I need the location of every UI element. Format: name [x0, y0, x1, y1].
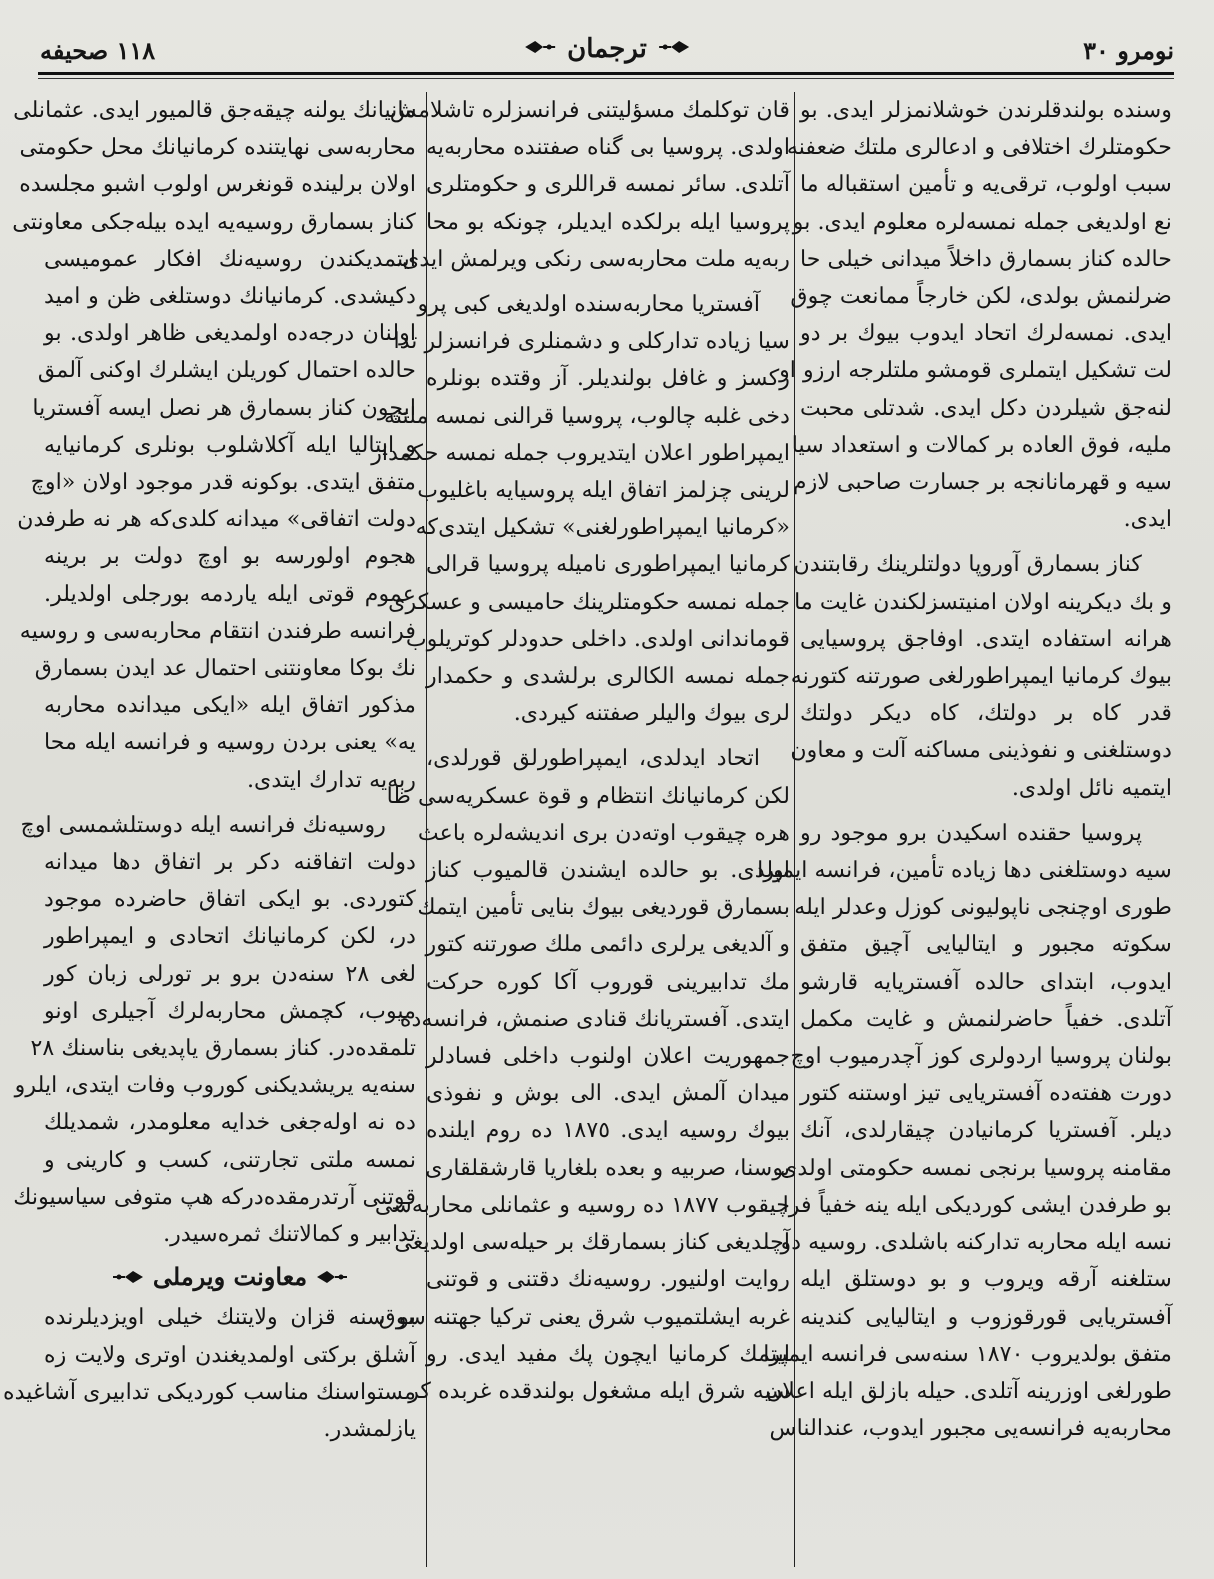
- text-line: ایتدی. آفستریانك قنادی صنمش، فرانسه‌ده: [399, 1005, 790, 1032]
- header-rule: [38, 72, 1174, 75]
- text-line: اولدی. پروسیا بی گناه صفتنده محاربه‌یه: [426, 134, 790, 161]
- text-line: تدابیر و کمالاتنك ثمره‌سیدر.: [163, 1221, 416, 1248]
- text-line: بو طرفدن ایشی کوردیکی ایله ینه خفیاً فرا: [782, 1191, 1172, 1218]
- text-column-3: [2, 92, 416, 1562]
- text-line: تلمقده‌در. کناز بسمارق یاپدیغی بناسنك ٢٨: [30, 1035, 416, 1062]
- text-line: دولت اتفاقنه دکر بر اتفاق دها میدانه: [44, 849, 416, 876]
- newspaper-title: ترجمان: [567, 34, 647, 64]
- text-line: هره چیقوب اوتەدن بری اندیشه‌لره باعث: [417, 819, 790, 846]
- text-line: کتوردی. بو ایکی اتفاق حاضرده موجود: [44, 886, 416, 913]
- text-line: ربه‌یه ملت محاربه‌سی رنکی ویرلمش ایدی.: [394, 245, 790, 272]
- text-line: دولت اتفاقی» میدانه کلدی‌که هر نه طرفدن: [17, 506, 416, 533]
- text-line: مقامنه پروسیا برنجی نمسه حکومتی اولدی.: [772, 1154, 1172, 1181]
- paragraph: [779, 92, 1172, 538]
- text-line: نع اولدیغی جمله نمسه‌لره معلوم ایدی. بو: [792, 208, 1172, 235]
- text-line: ایچون کناز بسمارق هر نصل ایسه آفستریا: [32, 394, 416, 421]
- text-line: مستواسنك مناسب کوردیکی تدابیری آشاغیده: [2, 1378, 416, 1405]
- text-line: جمله نمسه الکالری برلشدی و حکمدار: [426, 663, 790, 690]
- text-line: متفق ایتدی. بوکونه قدر موجود اولان «اوچ: [30, 469, 416, 496]
- issue-number-label: نومرو ٣٠: [1083, 36, 1174, 65]
- text-line: ایمپراطور اعلان ایتدیروب جمله نمسه حکمدار: [371, 439, 790, 466]
- text-line: اولنان درجه‌ده اولمدیغی ظاهر اولدی. بو: [44, 320, 416, 347]
- text-line: ایتمیه نائل اولدی.: [1011, 774, 1172, 801]
- text-line: دکیشدی. کرمانیانك دوستلغی ظن و امید: [44, 283, 416, 310]
- text-line: ده نه اوله‌جغی خدایه معلومدر، شمدیلك: [44, 1109, 416, 1136]
- text-line: بوسنا، صربیه و بعده بلغاریا قارشقلقاری: [425, 1154, 790, 1181]
- text-line: سنه‌یه یریشدیکنی کوروب وفات ایتدی، ایلرو: [14, 1072, 416, 1099]
- text-line: وسنده بولندقلرندن خوشلانمزلر ایدی. بو: [800, 97, 1172, 123]
- text-line: لرینی چزلمز اتفاق ایله پروسیایه باغلیوب: [417, 477, 790, 504]
- text-line: بیوك کرمانیا ایمپراطورلغی صورتنه کتورنه: [790, 663, 1172, 690]
- text-line: ملیه، فوق العاده بر کمالات و استعداد سیا: [791, 431, 1172, 458]
- paragraph: [13, 807, 416, 1253]
- text-line: قان توکلمك مسؤلیتنی فرانسزلره تاشلامش: [389, 97, 790, 123]
- text-line: آفستریایی قورقوزوب و ایتالیایی کندینه: [800, 1303, 1172, 1330]
- text-line: محاربه‌یه فرانسه‌یی مجبور ایدوب، عندالناس: [769, 1415, 1172, 1442]
- text-line: قدر کاه بر دولتك، کاه دیکر دولتك: [800, 700, 1172, 727]
- text-line: ایدوب، ابتدای حالده آفستریایه قارشو: [800, 968, 1172, 995]
- text-line: ایدی. نمسه‌لرك اتحاد ایدوب بیوك بر دو: [800, 320, 1172, 347]
- text-line: نسه ایله محاربه تدارکنه باشلدی. روسیه دو: [780, 1229, 1172, 1256]
- text-line: مذکور اتفاق ایله «ایکی میدانده محاربه: [44, 692, 416, 719]
- text-line: جمهوریت اعلان اولنوب داخلی فسادلر: [426, 1043, 790, 1070]
- text-line: طوری اوچنجی ناپولیونی کوزل وعدلر ایله: [794, 894, 1172, 921]
- text-line: ایدی.: [1123, 506, 1172, 533]
- text-line: نك بوکا معاونتنی احتمال عد ایدن بسمارق: [34, 655, 416, 682]
- masthead-title: [523, 34, 691, 64]
- text-line: بولنان پروسیا اردولری کوز آچدرمیوب اوچ: [790, 1043, 1172, 1070]
- text-line: مك تدابیرینی قوروب آکا کوره حرکت: [426, 968, 790, 995]
- text-line: لغی ٢٨ سنه‌دن برو بر تورلی زبان کور: [44, 960, 416, 987]
- text-line: روایت اولنیور. روسیه‌نك دقتنی و قوتنی: [426, 1266, 790, 1293]
- header-rule-thin: [38, 78, 1174, 79]
- text-line: کناز بسمارق آوروپا دولتلرینك رقابتندن: [793, 551, 1142, 578]
- text-line: و بك دیکرینه اولان امنیتسزلکندن غایت ما: [794, 588, 1172, 615]
- text-line: ربه‌یه تدارك ایتدی.: [246, 766, 416, 793]
- paragraph: [12, 92, 416, 799]
- left-ornament-icon: [523, 39, 557, 59]
- page-header: [40, 34, 1174, 70]
- paragraph: [757, 815, 1172, 1447]
- text-line: غربه ایشلتمیوب شرق یعنی ترکیا جهتنه سوق: [378, 1303, 790, 1330]
- text-line: قوماندانی اولدی. داخلی حدودلر کوتریلوب: [405, 625, 790, 652]
- text-line: یازلمشدر.: [323, 1415, 416, 1442]
- text-line: کرمانیا ایمپراطوری نامیله پروسیا قرالی: [426, 551, 790, 578]
- text-line: دورت هفته‌ده آفستریایی تیز اوستنه کتور: [800, 1080, 1172, 1107]
- text-line: روسیه‌نك فرانسه ایله دوستلشمسی اوچ: [20, 811, 386, 838]
- text-line: حالده احتمال کوریلن ایشلرك اوکنی آلمق: [37, 357, 416, 384]
- text-line: هرانه استفاده ایتدی. اوفاجق پروسیایی: [800, 625, 1172, 652]
- right-ornament-icon: [111, 1257, 145, 1297]
- paragraph: [371, 286, 790, 732]
- paragraph: [2, 1299, 416, 1448]
- paragraph: [389, 92, 790, 278]
- text-line: آتلدی. سائر نمسه قراللری و حکومتلری: [426, 171, 790, 198]
- text-line: لت تشکیل ایتملری قومشو ملتلرجه ارزو او: [779, 357, 1172, 384]
- text-line: عموم قوتی ایله یاردمه بورجلی اولدیلر.: [44, 580, 416, 607]
- text-line: میوب، کچمش محاربه‌لرك آجیلری اونو: [44, 997, 416, 1024]
- right-ornament-icon: [657, 39, 691, 59]
- text-line: آتلدی. خفیاً حاضرلنمش و غایت مکمل: [800, 1005, 1172, 1032]
- text-line: لری بیوك والیلر صفتنه کیردی.: [513, 700, 790, 727]
- text-line: سیه و قهرمانانجه بر جسارت صاحبی لازم: [792, 469, 1172, 496]
- text-line: فرانسه طرفندن انتقام محاربه‌سی و روسیه: [19, 617, 416, 644]
- text-line: بسمارق قوردیغی بیوك بنایی تأمین ایتمك: [417, 894, 790, 921]
- text-line: حالده کناز بسمارق داخلاً میدانی خیلی حا: [800, 245, 1172, 272]
- text-line: سیه شرق ایله مشغول بولندقده غربده کر: [408, 1377, 790, 1404]
- text-line: لنه‌جق شیلردن دکل ایدی. شدتلی محبت: [800, 394, 1172, 421]
- paragraph: [790, 546, 1172, 806]
- text-line: و آلدیغی یرلری دائمی ملك صورتنه کتور: [425, 931, 790, 958]
- text-line: «کرمانیا ایمپراطورلغنی» تشکیل ایتدی‌که: [415, 514, 790, 541]
- text-line: پروسیا حقنده اسکیدن برو موجود رو: [800, 819, 1142, 846]
- text-line: یه» یعنی بردن روسیه و فرانسه ایله محا: [44, 729, 416, 756]
- text-line: آچلدیغی کناز بسمارقك بر حیله‌سی اولدیغی: [394, 1229, 790, 1256]
- text-line: لکن کرمانیانك انتظام و قوة عسکریه‌سی ظا: [386, 782, 790, 809]
- text-line: متفق بولدیروب ١٨٧٠ سنه‌سی فرانسه ایمپرا: [763, 1340, 1172, 1367]
- text-line: و ایتالیا ایله آکلاشلوب بونلری کرمانیایه: [44, 431, 416, 458]
- text-line: نمسه ملتی تجارتنی، کسب و کارینی و: [44, 1146, 416, 1173]
- text-line: بو سنه قزان ولایتنك خیلی اویزدیلرنده: [44, 1304, 416, 1331]
- text-line: محاربه‌سی نهایتنده کرمانیانك محل حکومتی: [19, 134, 416, 161]
- text-line: سیه دوستلغنی دها زیاده تأمین، فرانسه ایمپرا: [757, 857, 1172, 884]
- text-line: در، لکن کرمانیانك اتحادی و ایمپراطور: [44, 923, 416, 950]
- text-column-2: [371, 92, 791, 1562]
- text-line: مانیانك یولنه چیقه‌جق قالمیور ایدی. عثمانلی: [13, 97, 416, 123]
- text-line: سبب اولوب، ترقی‌یه و تأمین استقباله ما: [800, 171, 1172, 198]
- text-line: رکسز و غافل بولندیلر. آز وقتده بونلره: [426, 365, 790, 392]
- text-line: دوستلغنی و نفوذینی مساکنه آلت و معاون: [790, 737, 1172, 764]
- text-line: اتحاد ایدلدی، ایمپراطورلق قورلدی،: [426, 745, 760, 772]
- paragraph: [374, 740, 791, 1410]
- text-line: ستلغنه آرقه ویروب و بو دوستلق ایله: [800, 1266, 1172, 1293]
- section-heading: [44, 1257, 416, 1297]
- text-line: هجوم اولورسه بو اوچ دولت بر برینه: [44, 543, 416, 570]
- text-line: ضرلنمش بولدی، لکن خارجاً ممانعت چوق: [790, 283, 1172, 310]
- text-line: اولدی. بو حالده ایشندن قالمیوب کناز: [426, 857, 790, 884]
- text-line: اولان برلینده قونغرس اولوب اشبو مجلسده: [19, 171, 416, 198]
- text-line: طورلغی اوزرینه آتلدی. حیله بازلق ایله اعلان: [765, 1377, 1172, 1404]
- text-line: حکومتلرك اختلافی و ادعالری ملتك ضعفنه: [786, 134, 1172, 161]
- left-ornament-icon: [315, 1257, 349, 1297]
- text-line: دیلر. آفستریا کرمانیادن چیقارلدی، آنك: [800, 1117, 1172, 1144]
- text-line: دخی غلبه چالوب، پروسیا قرالنی نمسه ملتنه: [383, 402, 790, 429]
- text-line: سیا زیاده تدارکلی و دشمنلری فرانسزلر تدا: [393, 328, 790, 355]
- text-column-1: [757, 92, 1172, 1562]
- text-line: چیقوب ١٨٧٧ ده روسیه و عثمانلی محاربه‌سی: [374, 1191, 790, 1218]
- text-line: بیوك روسیه ایدی. ١٨٧٥ ده روم ایلنده: [426, 1117, 791, 1144]
- text-line: ایتمدیکندن روسیه‌نك افکار عمومیسی: [44, 245, 416, 272]
- text-line: ایتمك کرمانیا ایچون پك مفید ایدی. رو: [426, 1340, 790, 1367]
- text-line: کناز بسمارق روسیه‌یه ایده بیله‌جکی معاونتی: [12, 208, 416, 235]
- text-line: میدان آلمش ایدی. الی بوش و نفوذی: [426, 1080, 790, 1107]
- text-line: پروسیا ایله برلکده ایدیلر، چونکه بو محا: [426, 208, 790, 235]
- text-line: آشلق برکتی اولمدیغندن اوتری ولایت زه: [44, 1341, 416, 1368]
- text-line: آفستریا محاربه‌سنده اولدیغی کبی پرو: [417, 291, 760, 318]
- page-number-label: ١١٨ صحيفه: [40, 36, 156, 65]
- section-heading-text: معاونت ویرملی: [152, 1262, 308, 1292]
- text-line: جمله نمسه حکومتلرینك حامیسی و عسکری: [388, 588, 790, 615]
- text-line: قوتنی آرتدرمقده‌در‌که هپ متوفی سیاسیونك: [13, 1183, 416, 1210]
- text-line: سکوته مجبور و ایتالیایی آچیق متفق: [800, 931, 1172, 958]
